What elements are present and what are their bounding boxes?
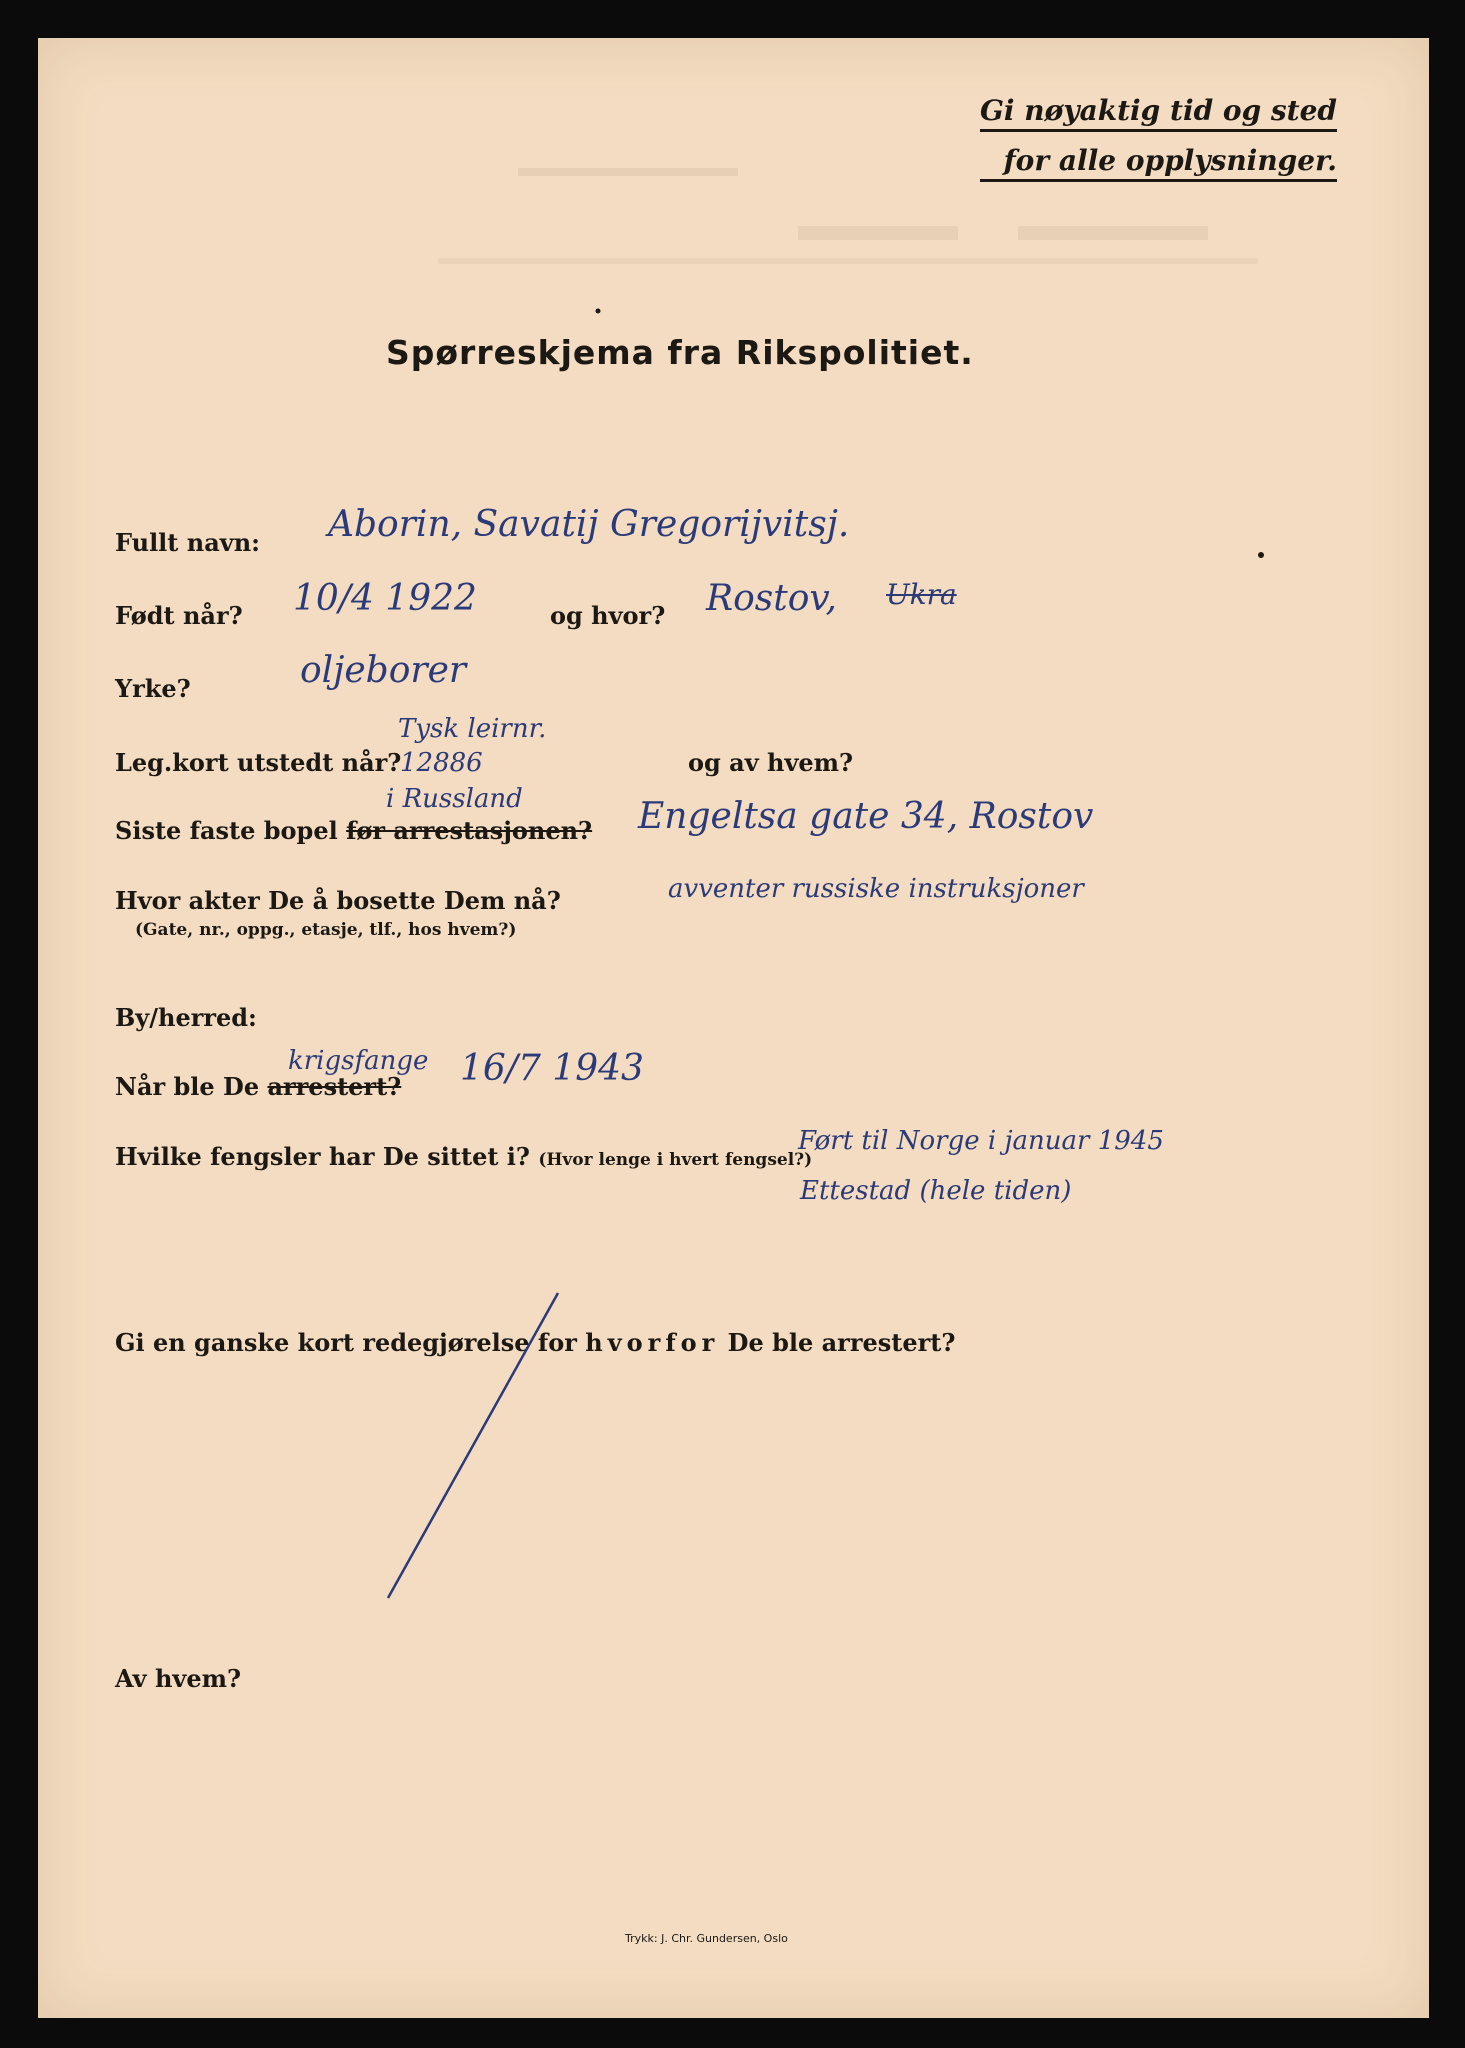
show-through-marks (438, 148, 1278, 288)
notice-line-2: for alle opplysninger. (980, 144, 1337, 182)
born-where-label: og hvor? (550, 601, 666, 630)
occupation-value: oljeborer (300, 650, 467, 691)
last-address-insert: i Russland (386, 784, 523, 814)
title-dot-mark (593, 306, 603, 316)
born-date-value: 10/4 1922 (293, 578, 477, 619)
reason-label-b: hvorfor (585, 1328, 720, 1357)
prisons-label (115, 1142, 812, 1171)
settle-sublabel: (Gate, nr., oppg., etasje, tlf., hos hvem?) (135, 920, 517, 940)
last-address-label-prefix: Siste faste bopel (115, 816, 338, 845)
arrested-label-struck: arrestert? (267, 1072, 402, 1101)
reason-label-c: De ble arrestert? (727, 1328, 956, 1357)
prisons-label-main: Hvilke fengsler har De sittet i? (115, 1142, 530, 1171)
arrested-value: 16/7 1943 (460, 1048, 644, 1089)
last-address-label-struck: før arrestasjonen? (346, 816, 593, 845)
printer-credit: Trykk: J. Chr. Gundersen, Oslo (625, 1932, 788, 1945)
prisons-sublabel: (Hvor lenge i hvert fengsel?) (538, 1150, 813, 1170)
born-label: Født når? (115, 601, 243, 630)
id-card-by-label: og av hvem? (688, 748, 854, 777)
id-card-value-line1: Tysk leirnr. (398, 714, 547, 744)
occupation-label: Yrke? (115, 674, 191, 703)
dot-mark (1256, 550, 1266, 560)
municipality-label: By/herred: (115, 1003, 257, 1032)
prisons-value-line2: Ettestad (hele tiden) (800, 1176, 1072, 1206)
prisons-value-line1: Ført til Norge i januar 1945 (798, 1126, 1164, 1156)
full-name-value: Aborin, Savatij Gregorijvitsj. (328, 504, 850, 545)
form-page (38, 38, 1429, 2018)
arrested-label-prefix: Når ble De (115, 1072, 260, 1101)
arrested-label (115, 1072, 401, 1101)
last-address-value: Engeltsa gate 34, Rostov (638, 796, 1094, 837)
born-where-value: Rostov, (706, 578, 837, 619)
form-title: Spørreskjema fra Rikspolitiet. (386, 333, 974, 372)
settle-label: Hvor akter De å bosette Dem nå? (115, 886, 561, 915)
full-name-label: Fullt navn: (115, 528, 260, 557)
settle-value: avventer russiske instruksjoner (668, 874, 1084, 904)
id-card-value-line2: 12886 (400, 748, 483, 778)
born-where-struck: Ukra (886, 578, 957, 611)
arrested-insert: krigsfange (288, 1046, 429, 1076)
reason-slash-mark (378, 1288, 578, 1608)
notice-line-1: Gi nøyaktig tid og sted (980, 94, 1337, 132)
by-whom-label: Av hvem? (115, 1664, 242, 1693)
last-address-label (115, 816, 592, 845)
reason-label-a: Gi en ganske kort redegjørelse for (115, 1328, 577, 1357)
id-card-label: Leg.kort utstedt når? (115, 748, 402, 777)
